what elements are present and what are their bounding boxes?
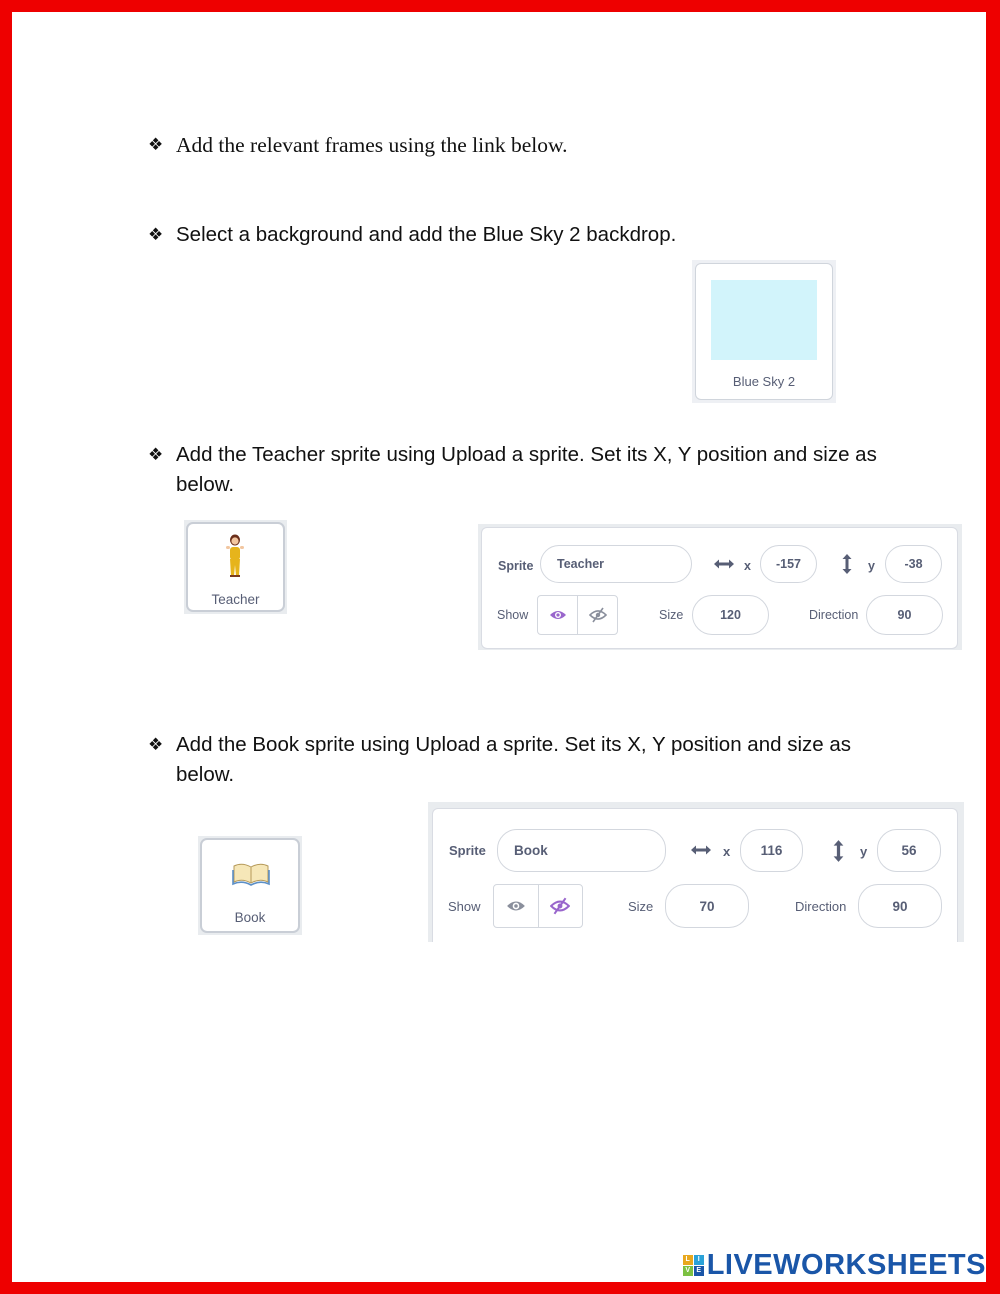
x-position-input[interactable]: -157 xyxy=(760,545,817,583)
sprite-tile-label: Book xyxy=(234,910,266,925)
x-label: x xyxy=(723,844,731,859)
size-input[interactable]: 70 xyxy=(665,884,749,928)
book-sprite-info-panel xyxy=(432,808,958,942)
x-label: x xyxy=(744,559,751,573)
hide-sprite-button[interactable] xyxy=(538,885,583,927)
teacher-sprite-tile[interactable] xyxy=(184,520,287,614)
eye-icon xyxy=(506,899,526,913)
bullet-marker: ❖ xyxy=(148,225,164,244)
instruction-text: Select a background and add the Blue Sky 2 backdrop. xyxy=(176,223,677,246)
sprite-name-label: Sprite xyxy=(498,559,534,573)
backdrop-tile[interactable] xyxy=(692,260,836,403)
instruction-text: Add the Book sprite using Upload a sprite. Set its X, Y position and size as below. xyxy=(176,733,851,786)
backdrop-label: Blue Sky 2 xyxy=(732,374,796,389)
logo-text: LIVEWORKSHEETS xyxy=(706,1249,986,1281)
size-label: Size xyxy=(628,899,654,914)
sprite-name-label: Sprite xyxy=(449,843,486,858)
y-label: y xyxy=(868,559,875,573)
open-book-icon xyxy=(232,860,270,886)
backdrop-thumbnail xyxy=(711,280,817,360)
logo-squares: L I V E xyxy=(683,1255,704,1276)
size-label: Size xyxy=(659,608,684,622)
instruction-text: Add the relevant frames using the link below. xyxy=(176,133,568,157)
direction-label: Direction xyxy=(795,899,847,914)
size-input[interactable]: 120 xyxy=(692,595,769,635)
bullet-marker: ❖ xyxy=(148,735,164,754)
x-position-icon xyxy=(688,842,714,858)
eye-slash-icon xyxy=(589,607,607,623)
y-position-input[interactable]: 56 xyxy=(877,829,941,872)
eye-slash-icon xyxy=(550,897,570,915)
show-label: Show xyxy=(497,608,529,622)
instruction-4 xyxy=(148,730,908,790)
show-sprite-button[interactable] xyxy=(494,885,538,927)
y-position-input[interactable]: -38 xyxy=(885,545,942,583)
sprite-name-input[interactable]: Teacher xyxy=(540,545,692,583)
instruction-3 xyxy=(148,440,908,500)
show-toggle xyxy=(537,595,618,635)
direction-label: Direction xyxy=(809,608,859,622)
book-sprite-tile[interactable] xyxy=(198,836,302,935)
direction-input[interactable]: 90 xyxy=(866,595,943,635)
hide-sprite-button[interactable] xyxy=(577,596,617,634)
show-sprite-button[interactable] xyxy=(538,596,577,634)
sprite-tile-label: Teacher xyxy=(211,592,260,607)
y-position-icon xyxy=(830,838,846,864)
teacher-figure-icon xyxy=(224,534,246,578)
sprite-name-input[interactable]: Book xyxy=(497,829,666,872)
eye-icon xyxy=(549,609,567,621)
x-position-input[interactable]: 116 xyxy=(740,829,803,872)
liveworksheets-logo xyxy=(683,1249,986,1282)
instruction-text: Add the Teacher sprite using Upload a sprite. Set its X, Y position and size as below. xyxy=(176,443,877,496)
y-position-icon xyxy=(840,552,854,576)
show-toggle xyxy=(493,884,583,928)
bullet-marker: ❖ xyxy=(148,445,164,464)
instruction-2 xyxy=(148,220,908,250)
teacher-sprite-info-panel xyxy=(481,527,958,649)
show-label: Show xyxy=(448,899,481,914)
direction-input[interactable]: 90 xyxy=(858,884,942,928)
instruction-1 xyxy=(148,130,908,160)
y-label: y xyxy=(860,844,868,859)
bullet-marker: ❖ xyxy=(148,135,164,154)
x-position-icon xyxy=(712,556,736,572)
